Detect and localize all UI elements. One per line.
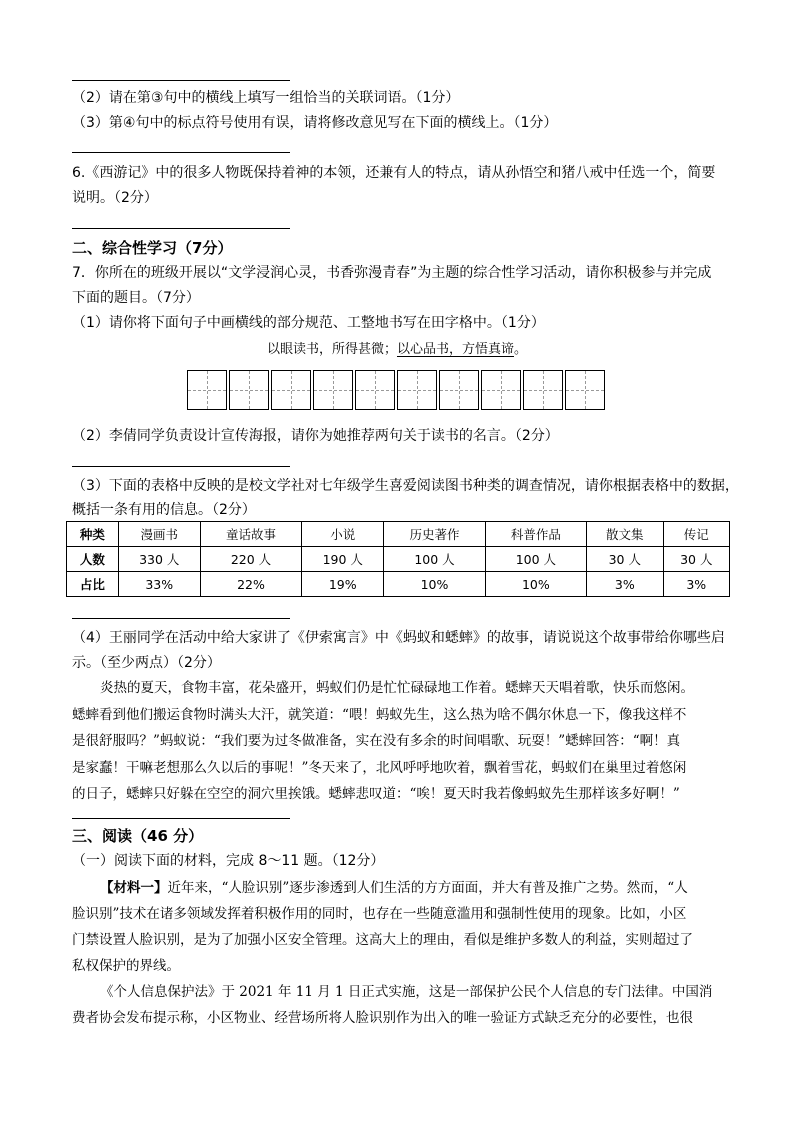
grid-cell[interactable] — [229, 370, 269, 410]
table-cell: 330 人 — [118, 547, 200, 572]
table-cell: 历史著作 — [384, 522, 485, 547]
table-cell: 19% — [302, 572, 384, 597]
grid-cell[interactable] — [187, 370, 227, 410]
fable-line: 炎热的夏天，食物丰富，花朵盛开，蚂蚁们仍是忙忙碌碌地工作着。蟋蟀天天唱着歌，快乐而悠闲。 — [100, 680, 694, 696]
table-cell: 100 人 — [485, 547, 586, 572]
q7-sub2: （2）李倩同学负责设计宣传海报，请你为她推荐两句关于读书的名言。（2分） — [72, 428, 559, 444]
table-cell: 22% — [200, 572, 301, 597]
sentence-underlined: 以心品书，方悟真谛 — [396, 342, 514, 357]
table-cell: 占比 — [67, 572, 119, 597]
material-text — [72, 875, 722, 1031]
grid-cell[interactable] — [397, 370, 437, 410]
q5-sub3: （3）第④句中的标点符号使用有误，请将修改意见写在下面的横线上。（1分） — [72, 115, 558, 131]
table-cell: 190 人 — [302, 547, 384, 572]
q6-line1: 6.《西游记》中的很多人物既保持着神的本领，还兼有人的特点，请从孙悟空和猪八戒中任选一个，简要 — [72, 165, 716, 181]
fable-line: 是家蠢！干嘛老想那么久以后的事呢！”冬天来了，北风呼呼地吹着，飘着雪花，蚂蚁们在巢里过着悠闲 — [72, 759, 687, 776]
grid-cell[interactable] — [313, 370, 353, 410]
section2-heading: 二、综合性学习（7分） — [72, 239, 233, 257]
q7-sub4-line1: （4）王丽同学在活动中给大家讲了《伊索寓言》中《蚂蚁和蟋蟀》的故事，请说说这个故事带给你哪些启 — [72, 630, 725, 646]
table-cell: 小说 — [302, 522, 384, 547]
material-line: 脸识别”技术在诸多领域发挥着积极作用的同时，也存在一些随意滥用和强制性使用的现象。比如，小区 — [72, 906, 687, 922]
grid-cell[interactable] — [481, 370, 521, 410]
table-cell: 100 人 — [384, 547, 485, 572]
table-cell: 33% — [118, 572, 200, 597]
table-cell: 漫画书 — [118, 522, 200, 547]
survey-table — [66, 521, 730, 597]
table-cell: 10% — [485, 572, 586, 597]
table-cell: 传记 — [663, 522, 729, 547]
q7-sub3-line1: （3）下面的表格中反映的是校文学社对七年级学生喜爱阅读图书种类的调查情况，请你根据表格中的数据， — [72, 478, 739, 494]
fable-text — [72, 675, 722, 808]
answer-blank[interactable] — [72, 228, 290, 229]
grid-cell[interactable] — [439, 370, 479, 410]
answer-blank[interactable] — [72, 152, 290, 153]
table-row — [67, 547, 730, 572]
tianzige-grid[interactable] — [187, 370, 607, 410]
fable-line: 蟋蟀看到他们搬运食物时满头大汗，就笑道：“喂！蚂蚁先生，这么热为啥不偶尔休息一下，像我这样不 — [72, 706, 687, 723]
table-row — [67, 572, 730, 597]
material-line: 费者协会发布提示称，小区物业、经营场所将人脸识别作为出入的唯一验证方式缺乏充分的必要性，也很 — [72, 1010, 693, 1026]
material-line: 私权保护的界线。 — [72, 958, 180, 974]
answer-blank[interactable] — [72, 618, 290, 619]
material-label: 【材料一】 — [100, 880, 168, 896]
fable-line: 的日子，蟋蟀只好躲在空空的洞穴里挨饿。蟋蟀悲叹道：“唉！夏天时我若像蚂蚁先生那样该多好啊！” — [72, 786, 680, 802]
sample-sentence — [0, 338, 794, 357]
fable-line: 是很舒服吗？”蚂蚁说：“我们要为过冬做准备，实在没有多余的时间唱歌、玩耍！”蟋蟀回答：“啊！真 — [72, 733, 681, 749]
table-cell: 30 人 — [587, 547, 664, 572]
table-cell: 30 人 — [663, 547, 729, 572]
table-cell: 种类 — [67, 522, 119, 547]
grid-cell[interactable] — [271, 370, 311, 410]
q7-sub1: （1）请你将下面句子中画横线的部分规范、工整地书写在田字格中。（1分） — [72, 315, 545, 331]
table-cell: 童话故事 — [200, 522, 301, 547]
table-cell: 3% — [663, 572, 729, 597]
q7-sub3-line2: 概括一条有用的信息。（2分） — [72, 502, 256, 518]
answer-blank[interactable] — [72, 80, 290, 81]
table-cell: 10% — [384, 572, 485, 597]
table-cell: 散文集 — [587, 522, 664, 547]
sentence-end: 。 — [514, 342, 528, 357]
q7-sub4-line2: 示。（至少两点）（2分） — [72, 655, 221, 671]
material-line: 门禁设置人脸识别，是为了加强小区安全管理。这高大上的理由，看似是维护多数人的利益，实则超过了 — [72, 932, 693, 948]
grid-cell[interactable] — [355, 370, 395, 410]
material-line: 《个人信息保护法》于 2021 年 11 月 1 日正式实施，这是一部保护公民个人信息的专门法律。中国消 — [100, 984, 713, 1000]
table-cell: 220 人 — [200, 547, 301, 572]
q7-line1: 7．你所在的班级开展以“文学浸润心灵，书香弥漫青春”为主题的综合性学习活动，请你积极参与并完成 — [72, 265, 712, 281]
sentence-plain: 以眼读书，所得甚微； — [266, 342, 397, 357]
q7-line2: 下面的题目。（7分） — [72, 290, 200, 306]
section3-heading: 三、阅读（46 分） — [72, 827, 204, 845]
answer-blank[interactable] — [72, 818, 290, 819]
table-cell: 科普作品 — [485, 522, 586, 547]
material-line: 【材料一】近年来，“人脸识别”逐步渗透到人们生活的方方面面，并大有普及推广之势。然而，“人 — [100, 880, 688, 896]
answer-blank[interactable] — [72, 466, 290, 467]
table-cell: 3% — [587, 572, 664, 597]
grid-cell[interactable] — [565, 370, 605, 410]
grid-cell[interactable] — [523, 370, 563, 410]
q5-sub2: （2）请在第③句中的横线上填写一组恰当的关联词语。（1分） — [72, 90, 460, 106]
table-row — [67, 522, 730, 547]
q6-line2: 说明。（2分） — [72, 190, 158, 206]
section3-part1: （一）阅读下面的材料，完成 8～11 题。（12分） — [72, 853, 385, 869]
table-cell: 人数 — [67, 547, 119, 572]
